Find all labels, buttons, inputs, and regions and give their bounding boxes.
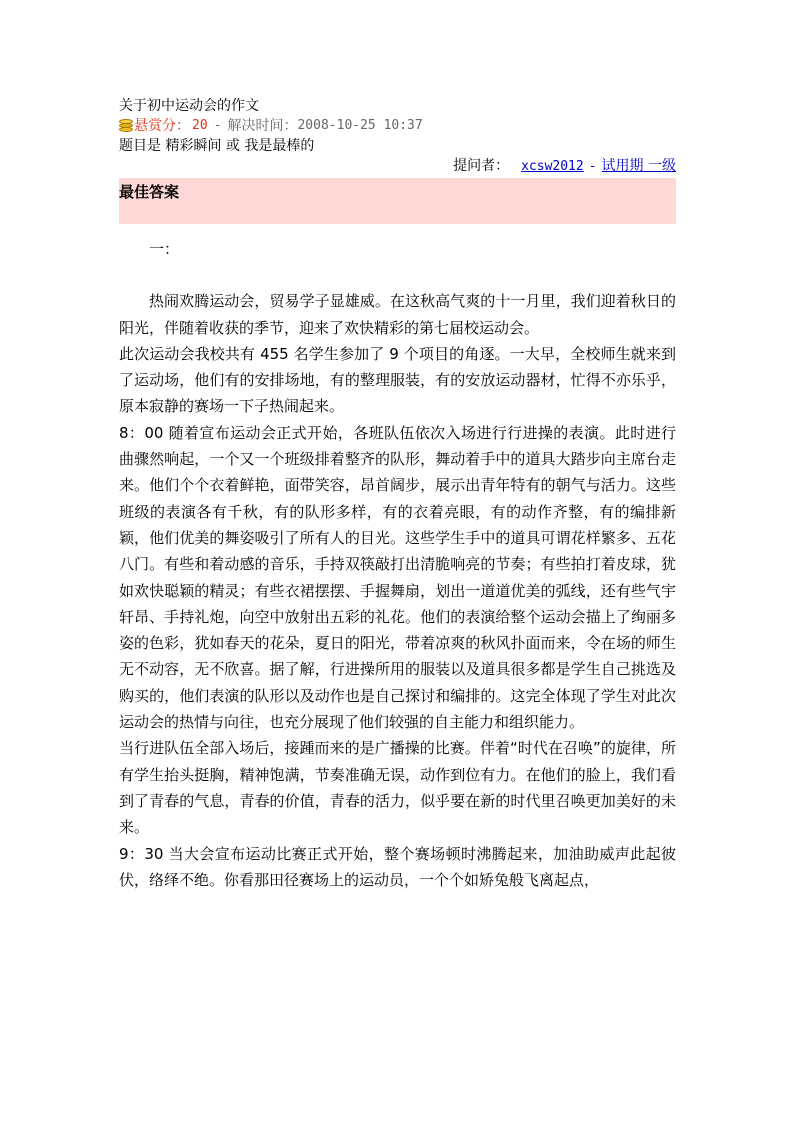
answer-paragraph: 此次运动会我校共有 455 名学生参加了 9 个项目的角逐。一大早，全校师生就来到了运动场，他们有的安排场地，有的整理服装，有的安放运动器材，忙得不亦乐乎，原本寂静的赛场一下子热闹起来。 — [119, 344, 676, 416]
answer-paragraph: 当行进队伍全部入场后，接踵而来的是广播操的比赛。伴着“时代在召唤”的旋律，所有学生抬头挺胸，精神饱满，节奏准确无误，动作到位有力。在他们的脸上，我们看到了青春的气息，青春的价值，青春的活力，似乎要在新的时代里召唤更加美好的未来。 — [119, 739, 676, 837]
best-answer-header — [119, 178, 676, 224]
best-answer-heading: 最佳答案 — [119, 183, 180, 201]
asker-separator: - — [588, 159, 597, 174]
asker-label: 提问者： — [453, 158, 510, 174]
coin-stack-icon — [119, 119, 133, 133]
asker-level-link[interactable]: 试用期 一级 — [601, 158, 676, 174]
answer-paragraph: 热闹欢腾运动会，贸易学子显雄威。在这秋高气爽的十一月里，我们迎着秋日的阳光，伴随着收获的季节，迎来了欢快精彩的第七届校运动会。 — [119, 292, 676, 337]
answer-paragraph: 8：00 随着宣布运动会正式开始，各班队伍依次入场进行行进操的表演。此时进行曲骤然响起，一个又一个班级排着整齐的队形，舞动着手中的道具大踏步向主席台走来。他们个个衣着鲜艳，面带笑容，昂首阔步，展示出青年特有的朝气与活力。这些班级的表演各有千秋，有的队形多样，有的衣着亮眼，有的动作齐整，有的编排新颖，他们优美的舞姿吸引了所有人的目光。这些学生手中的道具可谓花样繁多、五花八门。有些和着动感的音乐，手持双筷敲打出清脆响亮的节奏；有些拍打着皮球，犹如欢快聪颖的精灵；有些衣裙摆摆、手握舞扇，划出一道道优美的弧线，还有些气宇轩昂、手持礼炮，向空中放射出五彩的礼花。他们的表演给整个运动会描上了绚丽多姿的色彩，犹如春天的花朵，夏日的阳光，带着凉爽的秋风扑面而来，令在场的师生无不动容，无不欣喜。据了解，行进操所用的服装以及道具很多都是学生自己挑选及购买的，他们表演的队形以及动作也是自己探讨和编排的。这完全体现了学生对此次运动会的热情与向往，也充分展现了他们较强的自主能力和组织能力。 — [119, 423, 676, 732]
reward-label: 悬赏分： — [134, 118, 190, 134]
question-title: 关于初中运动会的作文 — [119, 98, 259, 114]
reward-value: 20 — [192, 118, 208, 133]
answer-paragraph: 9：30 当大会宣布运动比赛正式开始，整个赛场顿时沸腾起来，加油助威声此起彼伏，络绎不绝。你看那田径赛场上的运动员，一个个如矫兔般飞离起点， — [119, 844, 676, 889]
section-marker: 一： — [149, 240, 180, 258]
question-meta — [119, 116, 676, 136]
resolve-time-label: 解决时间： — [227, 118, 298, 134]
resolve-time-value: 2008-10-25 10:37 — [297, 118, 423, 133]
answer-page — [119, 96, 676, 893]
answer-body — [119, 236, 676, 893]
question-detail: 题目是 精彩瞬间 或 我是最棒的 — [119, 138, 315, 154]
meta-separator: - — [213, 118, 222, 133]
asker-info — [119, 156, 676, 178]
asker-name-link[interactable]: xcsw2012 — [521, 159, 584, 174]
